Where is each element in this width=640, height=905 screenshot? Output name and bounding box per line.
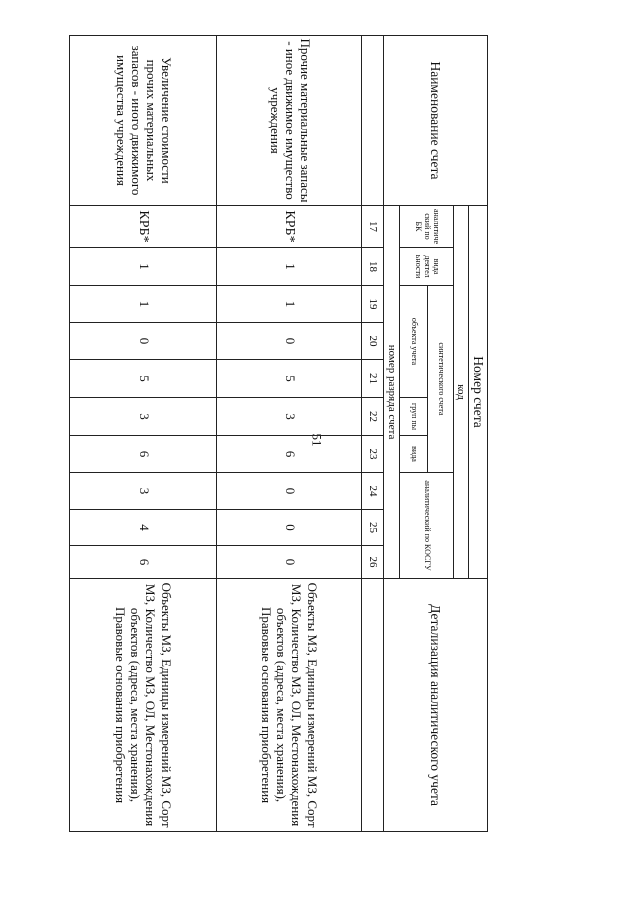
header-account-number: Номер счета <box>469 206 488 579</box>
page-number: 51 <box>309 433 325 447</box>
row-value: 0 <box>70 323 217 360</box>
header-activity-type: вида деятел ьности <box>399 248 453 286</box>
row-value: 1 <box>70 248 217 286</box>
row-detail: Объекты МЗ, Единицы измерений МЗ, Сорт МЗ, Количество МЗ, ОЛ, Местонахождения объектов (адреса, места хранения), Правовые основания приобретения <box>217 579 362 832</box>
digit-cell: 25 <box>362 510 384 546</box>
digit-cell: 18 <box>362 248 384 286</box>
table-row <box>217 36 362 832</box>
row-value: КРБ* <box>70 206 217 248</box>
digit-cell: 24 <box>362 473 384 510</box>
account-table-sheet <box>80 35 488 831</box>
header-spacer <box>362 36 384 206</box>
header-spacer <box>362 579 384 832</box>
header-account-object: объекта учета <box>399 286 427 398</box>
row-value: КРБ* <box>217 206 362 248</box>
row-value: 3 <box>70 473 217 510</box>
row-value: 6 <box>70 436 217 473</box>
row-value: 3 <box>217 398 362 436</box>
header-code: код <box>453 206 469 579</box>
header-digit-number: номер разряда счета <box>384 206 400 579</box>
digit-cell: 26 <box>362 546 384 579</box>
row-account-name: Увеличение стоимости прочих материальных запасов - иного движимого имущества учреждения <box>70 36 217 206</box>
header-group: груп пы <box>399 398 427 436</box>
row-value: 6 <box>70 546 217 579</box>
digit-cell: 23 <box>362 436 384 473</box>
digit-cell: 21 <box>362 360 384 398</box>
row-value: 4 <box>70 510 217 546</box>
row-detail: Объекты МЗ, Единицы измерений МЗ, Сорт МЗ, Количество МЗ, ОЛ, Местонахождения объектов (адреса, места хранения), Правовые основания приобретения <box>70 579 217 832</box>
table-row <box>70 36 217 832</box>
row-value: 0 <box>217 473 362 510</box>
header-detail: Детализация аналитического учета <box>384 579 488 832</box>
row-value: 6 <box>217 436 362 473</box>
header-account-name: Наименование счета <box>384 36 488 206</box>
row-value: 3 <box>70 398 217 436</box>
row-value: 0 <box>217 546 362 579</box>
row-value: 0 <box>217 510 362 546</box>
row-value: 1 <box>217 248 362 286</box>
digit-cell: 19 <box>362 286 384 323</box>
row-value: 1 <box>70 286 217 323</box>
digit-cell: 22 <box>362 398 384 436</box>
header-type: вида <box>399 436 427 473</box>
row-value: 5 <box>217 360 362 398</box>
account-table <box>69 35 488 832</box>
row-account-name: Прочие материальные запасы - иное движимое имущество учреждения <box>217 36 362 206</box>
digit-cell: 17 <box>362 206 384 248</box>
row-value: 1 <box>217 286 362 323</box>
header-synthetic: синтетического счета <box>427 286 453 473</box>
row-value: 5 <box>70 360 217 398</box>
header-analytic-bk: аналитиче ский по БК <box>399 206 453 248</box>
digit-cell: 20 <box>362 323 384 360</box>
row-value: 0 <box>217 323 362 360</box>
header-kosgu: аналитический по КОСГУ <box>399 473 453 579</box>
